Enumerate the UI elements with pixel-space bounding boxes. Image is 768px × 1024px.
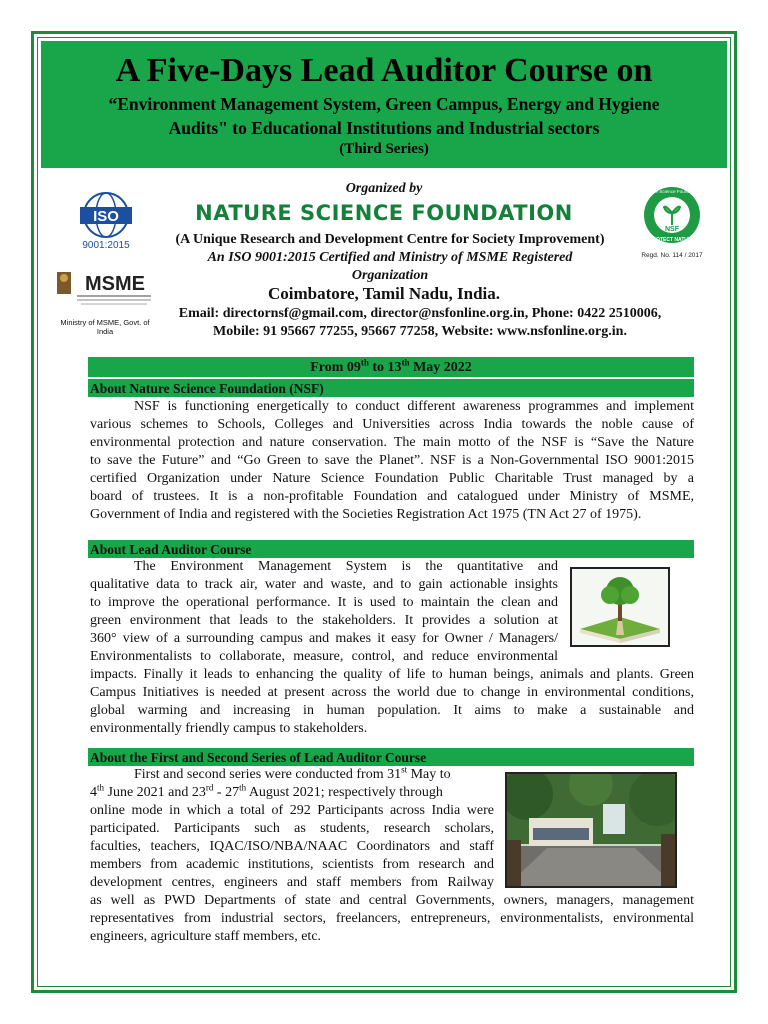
paragraph-line: Government of India and registered with the Societies Registration Act 1975 (TN Act 27 of 1975). [90, 507, 642, 522]
paragraph-line: to improve the operational performance. It is used to maintain the clean and [90, 595, 558, 610]
paragraph-line: online mode in which a total of 292 Participants across India were [90, 803, 494, 818]
series-paragraph-bottom [90, 892, 694, 946]
paragraph-line: representatives from industrial sectors, freelancers, entrepreneurs, environmentalists, environmental [90, 911, 694, 926]
course-subtitle-line2: Audits" to Educational Institutions and Industrial sectors [168, 118, 600, 138]
course-paragraph-top [90, 558, 558, 666]
course-series: (Third Series) [339, 141, 429, 157]
paragraph-line: board of trustees. It is a non-profitable Foundation and catalogued under Ministry of MSME, [90, 489, 694, 504]
organized-by-label: Organized by [345, 181, 423, 196]
series-paragraph-top [90, 766, 494, 892]
nsf-ring-bottom-text: PROTECT NATURE [649, 237, 695, 243]
dates-prefix: From 09 [310, 360, 361, 375]
paragraph-line: members from academic institutions, scientists from research and [90, 857, 494, 872]
paragraph-line: The Environment Management System is the quantitative and [134, 559, 558, 574]
course-paragraph-bottom [90, 666, 694, 738]
paragraph-line: various schemes to Schools, Colleges and Universities across India towards the noble cause of [90, 417, 694, 432]
organization-certification [170, 249, 610, 285]
course-subtitle-line1: “Environment Management System, Green Campus, Energy and Hygiene [108, 94, 660, 114]
certification-line1: An ISO 9001:2015 Certified and Ministry of MSME Registered [207, 250, 573, 265]
series-line2-c: - 27 [213, 785, 240, 800]
nsf-ring-top-text: Nature Science Foundation [644, 189, 700, 194]
paragraph-line: NSF is functioning energetically to conduct different awareness programmes and implement [134, 399, 694, 414]
paragraph-line: global warming and increasing in human population. It aims to make a sustainable and [90, 703, 694, 718]
green-book-tree-image [570, 567, 670, 647]
nsf-logo-text: NSF [665, 226, 679, 233]
series-line1-a: First and second series were conducted from 31 [134, 767, 402, 782]
paragraph-line: engineers, agriculture staff members, etc. [90, 929, 322, 944]
certification-line2: Organization [351, 268, 429, 283]
organization-name: NATURE SCIENCE FOUNDATION [195, 201, 573, 225]
iso-logo-text: ISO [93, 208, 119, 225]
paragraph-line: environmental protection and nature conservation. The main motto of the NSF is “Save the Nature [90, 435, 694, 450]
series-line2-b: June 2021 and 23 [104, 785, 206, 800]
dates-mid: to 13 [368, 360, 402, 375]
series-line1-b: May to [407, 767, 451, 782]
series-line2-a: 4 [90, 785, 97, 800]
paragraph-line: participated. Participants such as students, research scholars, [90, 821, 494, 836]
paragraph-line: qualitative data to track air, water and waste, and to gain actionable insights [90, 577, 558, 592]
contact-info [100, 305, 740, 341]
paragraph-line: as well as PWD Departments of state and central Governments, owners, managers, management [90, 893, 694, 908]
msme-logo-text: MSME [85, 273, 145, 295]
course-title: A Five-Days Lead Auditor Course on [115, 52, 653, 89]
series-line1-sup: st [401, 764, 408, 775]
series-line2-sup1: th [97, 782, 105, 793]
series-narrow-lines [90, 802, 494, 892]
paragraph-line: development centres, engineers and staff members from Railway [90, 875, 494, 890]
nsf-regd-text: Regd. No. 114 / 2017 [641, 252, 703, 259]
paragraph-line: 360° view of a surrounding campus and makes it easy for Owner / Managers/ [90, 631, 558, 646]
campus-building-photo [505, 772, 677, 888]
paragraph-line: Campus Initiatives is needed at present across the world due to change in environmental conditions, [90, 685, 694, 700]
dates-sup2: th [401, 357, 410, 368]
dates-suffix: May 2022 [409, 360, 472, 375]
organization-tagline: (A Unique Research and Development Centre for Society Improvement) [175, 232, 605, 247]
contact-line1: Email: directornsf@gmail.com, director@nsfonline.org.in, Phone: 0422 2510006, [178, 306, 662, 321]
series-line2-sup3: th [239, 782, 247, 793]
series-line2-sup2: rd [205, 782, 214, 793]
paragraph-line: faculties, teachers, IQAC/ISO/NBA/NAAC Coordinators and staff [90, 839, 494, 854]
paragraph-line: environmentally friendly campus to stakeholders. [90, 721, 368, 736]
title-banner [41, 41, 727, 168]
iso-standard-text: 9001:2015 [82, 240, 130, 251]
paragraph-line: impacts. Finally it leads to enhancing the quality of life to human beings, animals and plants. Green [90, 667, 694, 682]
section-heading-series: About the First and Second Series of Lead Auditor Course [88, 748, 694, 766]
paragraph-line: to save the Future” and “Go Green to save the Planet”. NSF is a Non-Governmental ISO 9001:2015 [90, 453, 694, 468]
dates-sup1: th [360, 357, 369, 368]
section-heading-nsf: About Nature Science Foundation (NSF) [88, 379, 694, 397]
course-dates [88, 357, 694, 377]
paragraph-line: certified Organization under Nature Science Foundation Public Charitable Trust managed by a [90, 471, 694, 486]
section-heading-course: About Lead Auditor Course [88, 540, 694, 558]
organization-city: Coimbatore, Tamil Nadu, India. [267, 284, 501, 303]
nsf-paragraph [90, 398, 694, 524]
paragraph-line: Environmentalists to collaborate, measure, control, and reduce environmental [90, 649, 558, 664]
msme-caption: Ministry of MSME, Govt. of India [60, 318, 150, 336]
paragraph-line: green environment that leads to the stakeholders. It provides a solution at [90, 613, 558, 628]
contact-line2: Mobile: 91 95667 77255, 95667 77258, Website: www.nsfonline.org.in. [213, 324, 627, 339]
series-line2-d: August 2021; respectively through [246, 785, 443, 800]
